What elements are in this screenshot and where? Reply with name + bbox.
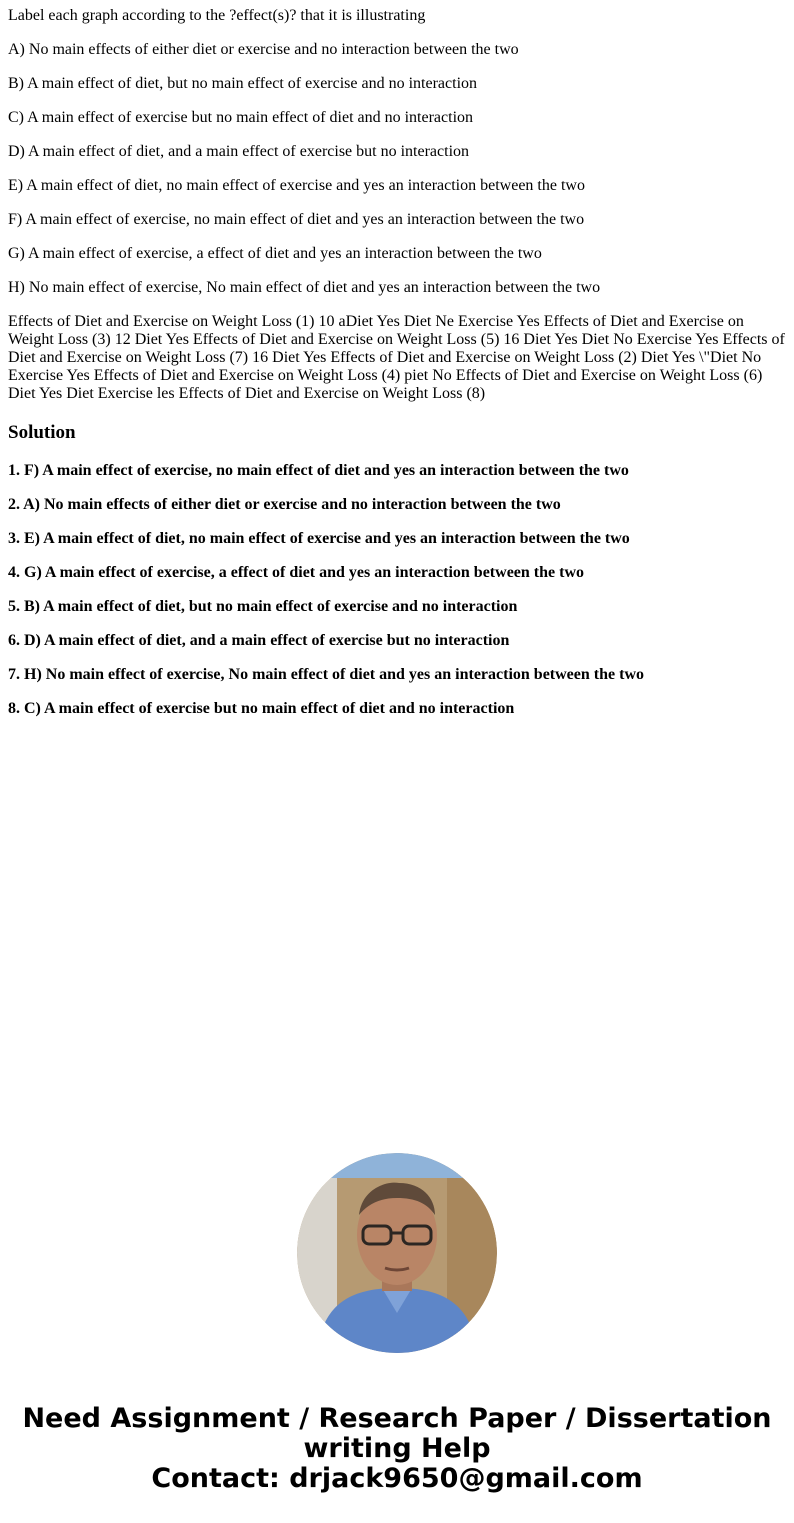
option-d: D) A main effect of diet, and a main effect of exercise but no interaction bbox=[8, 143, 470, 160]
answer-8: 8. C) A main effect of exercise but no main effect of diet and no interaction bbox=[8, 700, 515, 717]
option-a: A) No main effects of either diet or exercise and no interaction between the two bbox=[8, 41, 519, 58]
question-prompt: Label each graph according to the ?effect(s)? that it is illustrating bbox=[8, 7, 426, 24]
option-c: C) A main effect of exercise but no main effect of diet and no interaction bbox=[8, 109, 474, 126]
answer-1: 1. F) A main effect of exercise, no main effect of diet and yes an interaction between the two bbox=[8, 462, 629, 479]
answer-4: 4. G) A main effect of exercise, a effect of diet and yes an interaction between the two bbox=[8, 564, 584, 581]
answer-3: 3. E) A main effect of diet, no main effect of exercise and yes an interaction between the two bbox=[8, 530, 630, 547]
option-b: B) A main effect of diet, but no main effect of exercise and no interaction bbox=[8, 75, 478, 92]
option-h: H) No main effect of exercise, No main effect of diet and yes an interaction between the two bbox=[8, 279, 601, 296]
solution-heading: Solution bbox=[8, 422, 76, 443]
answers-list bbox=[8, 462, 788, 718]
author-photo-icon bbox=[297, 1153, 497, 1353]
option-f: F) A main effect of exercise, no main effect of diet and yes an interaction between the two bbox=[8, 211, 585, 228]
promo-line-1: Need Assignment / Research Paper / Dissertation bbox=[22, 1403, 772, 1434]
promo-contact: Contact: drjack9650@gmail.com bbox=[151, 1463, 643, 1494]
options-list bbox=[8, 41, 788, 297]
answer-7: 7. H) No main effect of exercise, No main effect of diet and yes an interaction between the two bbox=[8, 666, 644, 683]
document-body bbox=[8, 7, 788, 734]
promo-banner bbox=[0, 1404, 794, 1494]
answer-2: 2. A) No main effects of either diet or exercise and no interaction between the two bbox=[8, 496, 561, 513]
promo-line-2: writing Help bbox=[303, 1433, 491, 1464]
answer-6: 6. D) A main effect of diet, and a main effect of exercise but no interaction bbox=[8, 632, 510, 649]
option-g: G) A main effect of exercise, a effect of diet and yes an interaction between the two bbox=[8, 245, 542, 262]
option-e: E) A main effect of diet, no main effect of exercise and yes an interaction between the two bbox=[8, 177, 585, 194]
graph-description: Effects of Diet and Exercise on Weight Loss (1) 10 aDiet Yes Diet Ne Exercise Yes Effects of Diet and Exercise on Weight Loss (3) 12 Diet Yes Effects of Diet and Exercise on Weight Loss (5) 16 Diet Yes Diet No Exercise Yes Effects of Diet and Exercise on Weight Loss (7) 16 Diet Yes Effects of Diet and Exercise on Weight Loss (2) Diet Yes \"Diet No Exercise Yes Effects of Diet and Exercise on Weight Loss (4) piet No Effects of Diet and Exercise on Weight Loss (6) Diet Yes Diet Exercise les Effects of Diet and Exercise on Weight Loss (8) bbox=[8, 313, 785, 402]
avatar bbox=[297, 1153, 497, 1353]
answer-5: 5. B) A main effect of diet, but no main effect of exercise and no interaction bbox=[8, 598, 518, 615]
